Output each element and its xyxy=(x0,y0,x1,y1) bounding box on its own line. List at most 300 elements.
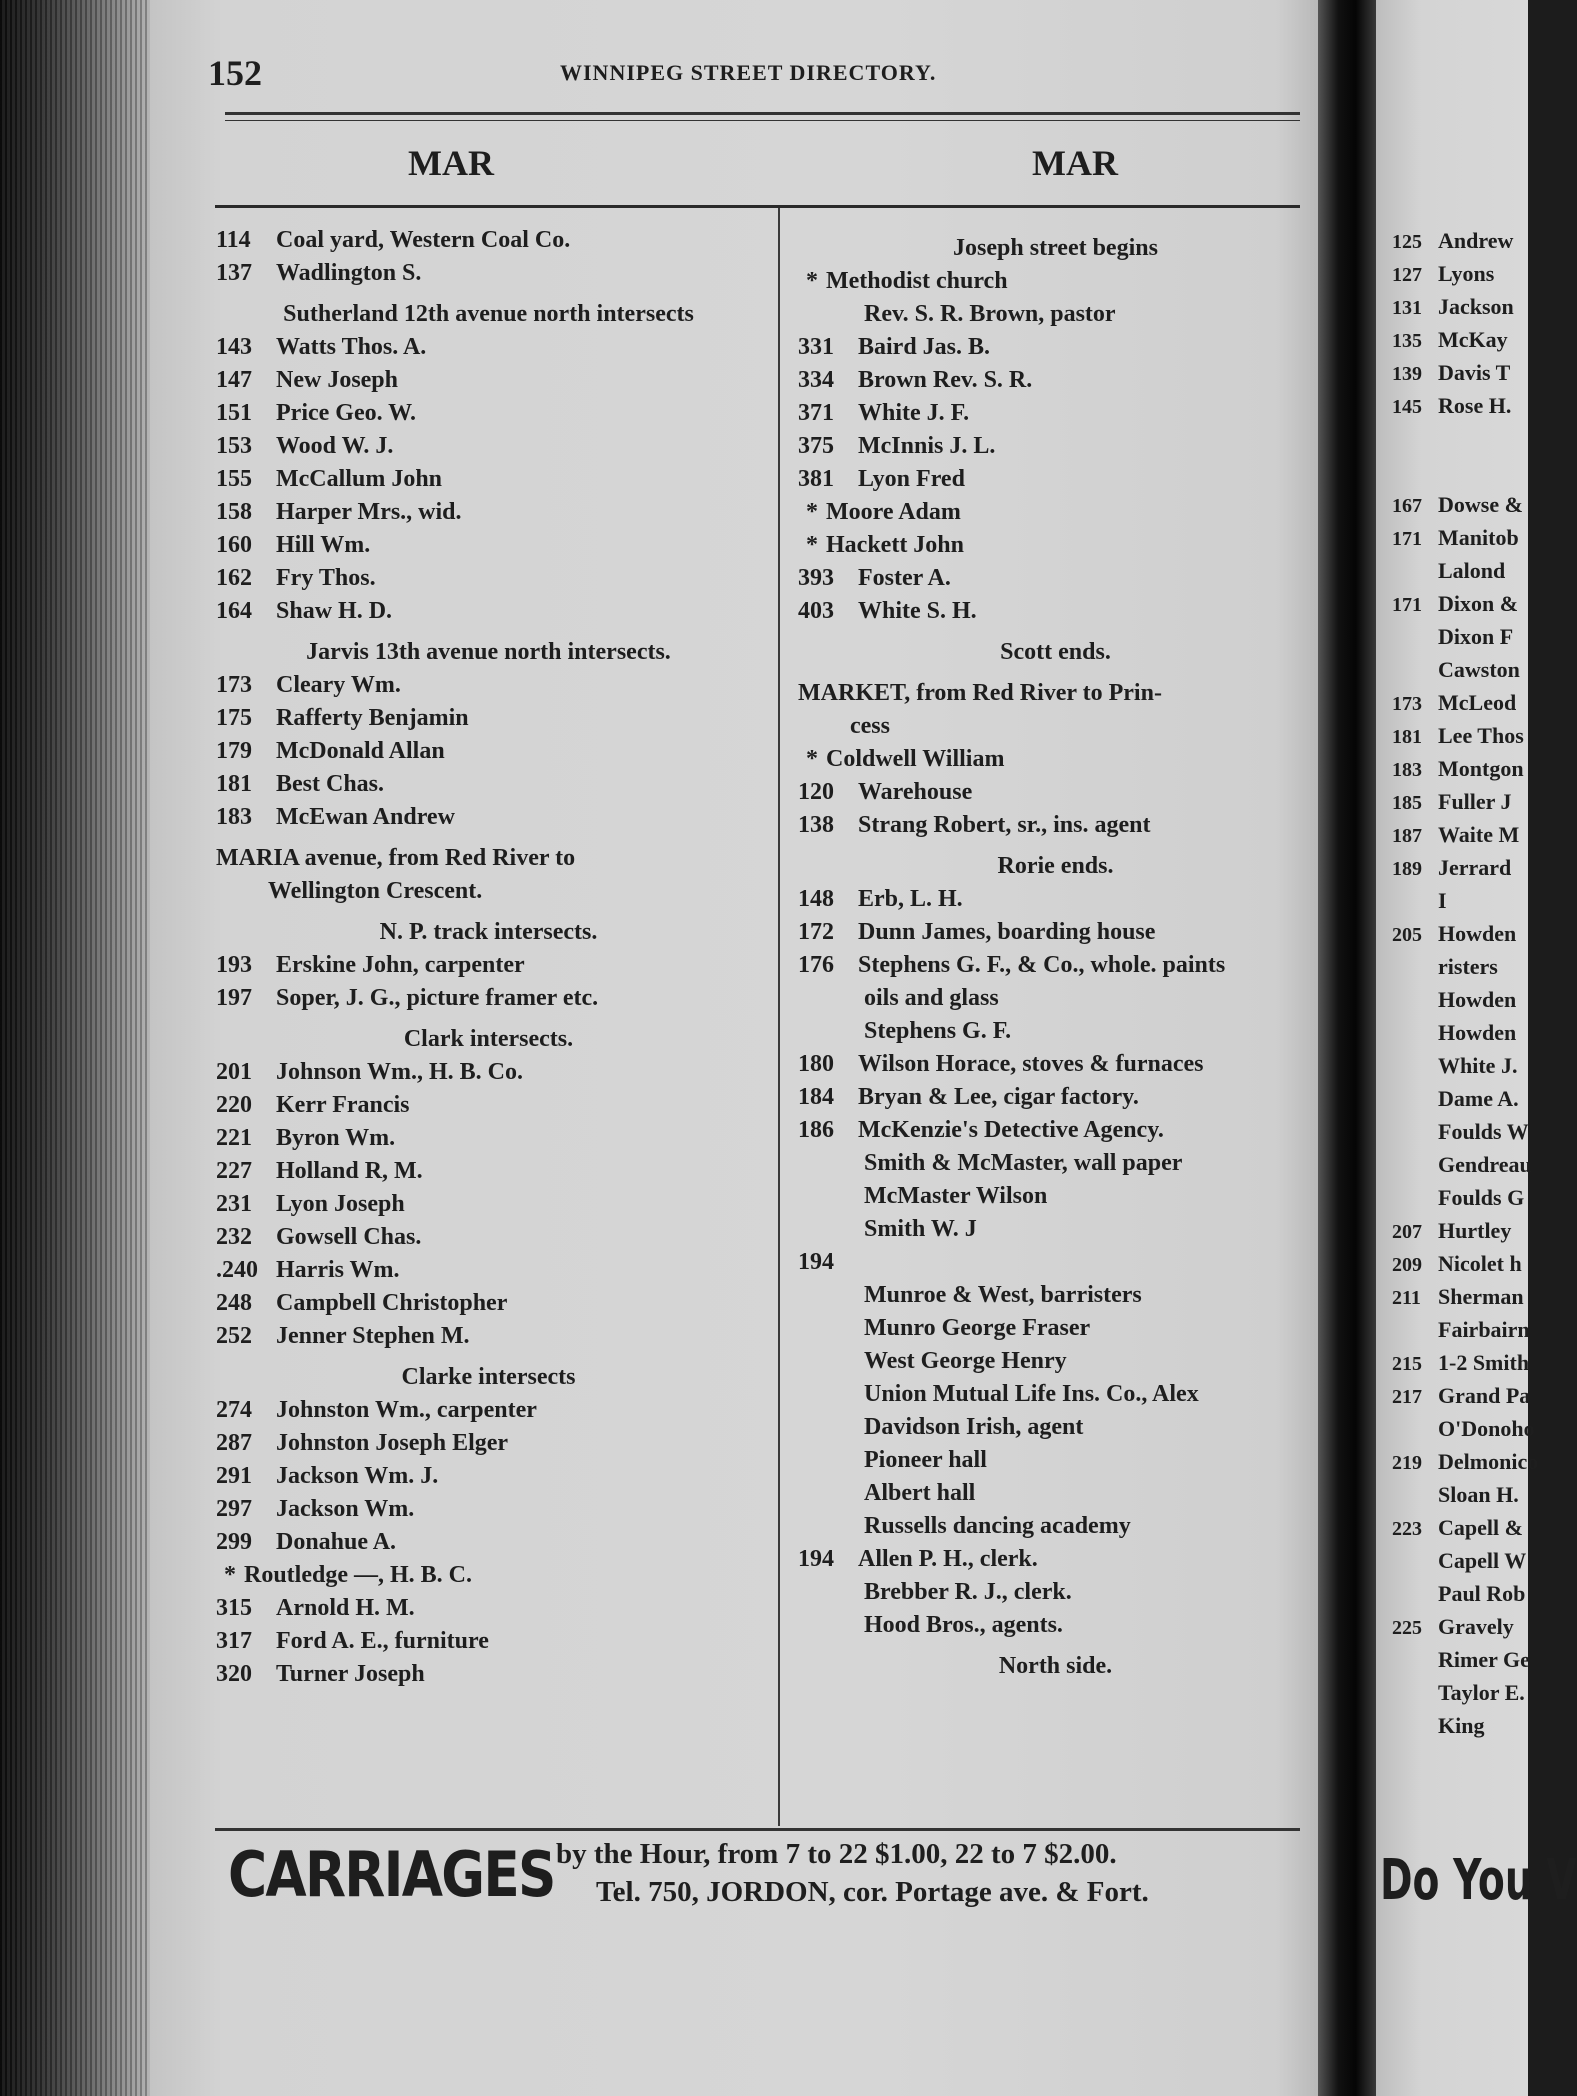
house-number: 225 xyxy=(1392,1617,1422,1639)
entry-name: Watts Thos. A. xyxy=(276,334,427,360)
entry-name: Campbell Christopher xyxy=(276,1290,508,1316)
next-page-entry xyxy=(1392,686,1538,719)
entry-name: Jerrard xyxy=(1438,855,1512,880)
next-page-entry xyxy=(1392,1511,1538,1544)
house-number: 164 xyxy=(216,598,252,624)
directory-entry xyxy=(798,364,1313,397)
next-page-entry xyxy=(1392,1049,1538,1082)
directory-entry xyxy=(798,776,1313,809)
directory-entry xyxy=(216,1155,761,1188)
house-number: 183 xyxy=(216,804,252,830)
directory-entry xyxy=(798,809,1313,842)
entry-continued: McMaster Wilson xyxy=(864,1183,1048,1209)
house-number: 189 xyxy=(1392,858,1422,880)
entry-name: Turner Joseph xyxy=(276,1661,425,1687)
header-rule-thin xyxy=(225,120,1300,121)
next-page-entry xyxy=(1392,1115,1538,1148)
directory-entry xyxy=(216,397,761,430)
next-page-entry xyxy=(1392,389,1538,422)
directory-entry xyxy=(798,430,1313,463)
house-number: 186 xyxy=(798,1117,834,1143)
house-number: 181 xyxy=(1392,726,1422,748)
entry-name: Davis T xyxy=(1438,360,1511,385)
section-heading: Clark intersects. xyxy=(403,1026,574,1052)
entry-name: Cawston xyxy=(1438,657,1520,682)
directory-entry xyxy=(216,529,761,562)
house-number: 185 xyxy=(1392,792,1422,814)
house-number: 171 xyxy=(1392,594,1422,616)
house-number: 315 xyxy=(216,1595,252,1621)
house-number: 155 xyxy=(216,466,252,492)
entry-name: Bryan & Lee, cigar factory. xyxy=(858,1084,1139,1110)
entry-name: Jackson Wm. J. xyxy=(276,1463,439,1489)
section-heading: N. P. track intersects. xyxy=(379,919,598,945)
entry-name: Ford A. E., furniture xyxy=(276,1628,489,1654)
entry-name: Holland R, M. xyxy=(276,1158,423,1184)
directory-entry xyxy=(798,949,1313,982)
section-heading: Sutherland 12th avenue north intersects xyxy=(283,301,694,327)
directory-entry xyxy=(798,1081,1313,1114)
next-page-entry xyxy=(1392,1709,1538,1742)
next-page-entry xyxy=(1392,1280,1538,1313)
house-number: 217 xyxy=(1392,1386,1422,1408)
entry-name: Shaw H. D. xyxy=(276,598,393,624)
ad-rule xyxy=(215,1828,1300,1831)
house-number: 221 xyxy=(216,1125,252,1151)
house-number: 393 xyxy=(798,565,834,591)
entry-name: Dunn James, boarding house xyxy=(858,919,1156,945)
directory-entry xyxy=(216,1526,761,1559)
entry-name: McDonald Allan xyxy=(276,738,445,764)
directory-entry xyxy=(216,1559,761,1592)
directory-entry xyxy=(216,257,761,290)
directory-entry xyxy=(216,1625,761,1658)
entry-name: Lyon Fred xyxy=(858,466,965,492)
entry-name: New Joseph xyxy=(276,367,399,393)
house-number: .240 xyxy=(216,1257,258,1283)
entry-name: Dixon F xyxy=(1438,624,1514,649)
entry-name: Lyons xyxy=(1438,261,1495,286)
directory-entry xyxy=(216,1122,761,1155)
street-name-continued: Wellington Crescent. xyxy=(268,878,483,904)
directory-entry xyxy=(216,801,761,834)
entry-name: White J. F. xyxy=(858,400,970,426)
next-page-entry xyxy=(1392,257,1538,290)
directory-entry xyxy=(798,463,1313,496)
left-column xyxy=(216,224,761,1691)
entry-continued: Russells dancing academy xyxy=(864,1513,1131,1539)
entry-continued: Albert hall xyxy=(864,1480,976,1506)
section-heading: Rorie ends. xyxy=(997,853,1114,879)
next-page-entry xyxy=(1392,1214,1538,1247)
next-page-ad: Do You V xyxy=(1380,1848,1577,1913)
next-page-entry xyxy=(1392,983,1538,1016)
house-number: 297 xyxy=(216,1496,252,1522)
entry-name: Warehouse xyxy=(858,779,973,805)
next-page-entry xyxy=(1392,1346,1538,1379)
book-spine xyxy=(0,0,150,2096)
house-number: 173 xyxy=(216,672,252,698)
next-page-entry xyxy=(1392,1412,1538,1445)
entry-continued: Pioneer hall xyxy=(864,1447,987,1473)
entry-continued: oils and glass xyxy=(864,985,999,1011)
entry-name: Allen P. H., clerk. xyxy=(858,1546,1038,1572)
ad-line-1: by the Hour, from 7 to 22 $1.00, 22 to 7 $2.00. xyxy=(556,1838,1117,1870)
entry-name: Johnson Wm., H. B. Co. xyxy=(276,1059,523,1085)
entry-name: Foulds W xyxy=(1438,1119,1529,1144)
section-heading: Clarke intersects xyxy=(401,1364,576,1390)
next-page-entry xyxy=(1392,1577,1538,1610)
entry-name: Gendreau xyxy=(1438,1152,1532,1177)
entry-name: Rafferty Benjamin xyxy=(276,705,469,731)
entry-name: Lalond xyxy=(1438,558,1506,583)
entry-name: Kerr Francis xyxy=(276,1092,410,1118)
next-page-entry xyxy=(1392,1643,1538,1676)
next-page-entry xyxy=(1392,785,1538,818)
next-page-entry xyxy=(1392,1676,1538,1709)
entry-name: Fry Thos. xyxy=(276,565,376,591)
house-number: 138 xyxy=(798,812,834,838)
house-number: 291 xyxy=(216,1463,252,1489)
house-number: 139 xyxy=(1392,363,1422,385)
entry-name: Brown Rev. S. R. xyxy=(858,367,1033,393)
entry-name: Delmonico xyxy=(1438,1449,1539,1474)
running-title: WINNIPEG STREET DIRECTORY. xyxy=(560,60,937,85)
section-heading: Scott ends. xyxy=(1000,639,1111,665)
directory-entry xyxy=(798,496,1313,529)
asterisk-marker: * xyxy=(806,532,818,558)
entry-name: White S. H. xyxy=(858,598,977,624)
house-number: 183 xyxy=(1392,759,1422,781)
next-page-column xyxy=(1392,224,1538,1742)
entry-name: Harper Mrs., wid. xyxy=(276,499,462,525)
entry-name: Taylor E. xyxy=(1438,1680,1525,1705)
section-heading: Joseph street begins xyxy=(953,235,1158,261)
house-number: 145 xyxy=(1392,396,1422,418)
entry-name: Howden xyxy=(1438,921,1517,946)
right-column xyxy=(798,224,1313,1683)
next-page-entry xyxy=(1392,1181,1538,1214)
house-number: 143 xyxy=(216,334,252,360)
entry-name: Price Geo. W. xyxy=(276,400,416,426)
entry-name: Moore Adam xyxy=(826,499,961,525)
next-page-entry xyxy=(1392,719,1538,752)
house-number: 172 xyxy=(798,919,834,945)
house-number: 232 xyxy=(216,1224,252,1250)
house-number: 171 xyxy=(1392,528,1422,550)
next-page-entry xyxy=(1392,1313,1538,1346)
house-number: 209 xyxy=(1392,1254,1422,1276)
directory-entry xyxy=(216,1427,761,1460)
entry-name: Howden xyxy=(1438,1020,1517,1045)
house-number: 181 xyxy=(216,771,252,797)
house-number: 158 xyxy=(216,499,252,525)
house-number: 205 xyxy=(1392,924,1422,946)
entry-name: Baird Jas. B. xyxy=(858,334,991,360)
directory-entry xyxy=(216,1658,761,1691)
entry-name: Harris Wm. xyxy=(276,1257,400,1283)
house-number: 125 xyxy=(1392,231,1422,253)
entry-name: Hill Wm. xyxy=(276,532,371,558)
house-number: 248 xyxy=(216,1290,252,1316)
directory-entry xyxy=(798,595,1313,628)
entry-name: Soper, J. G., picture framer etc. xyxy=(276,985,599,1011)
entry-name: Sherman xyxy=(1438,1284,1524,1309)
entry-name: I xyxy=(1438,888,1447,913)
house-number: 162 xyxy=(216,565,252,591)
directory-entry xyxy=(798,916,1313,949)
header-rule xyxy=(225,112,1300,115)
directory-entry xyxy=(798,1543,1313,1576)
asterisk-marker: * xyxy=(806,268,818,294)
entry-name: Dowse & xyxy=(1438,492,1523,517)
directory-entry xyxy=(216,496,761,529)
entry-continued: Rev. S. R. Brown, pastor xyxy=(864,301,1116,327)
next-page-entry xyxy=(1392,1247,1538,1280)
house-number: 215 xyxy=(1392,1353,1422,1375)
house-number: 176 xyxy=(798,952,834,978)
entry-name: Capell W xyxy=(1438,1548,1527,1573)
next-page-entry xyxy=(1392,851,1538,884)
directory-entry xyxy=(216,1254,761,1287)
directory-entry xyxy=(216,949,761,982)
house-number: 231 xyxy=(216,1191,252,1217)
entry-name: Johnston Wm., carpenter xyxy=(276,1397,537,1423)
entry-name: McEwan Andrew xyxy=(276,804,455,830)
directory-entry xyxy=(798,743,1313,776)
entry-name: Sloan H. xyxy=(1438,1482,1519,1507)
entry-name: Coldwell William xyxy=(826,746,1005,772)
entry-name: Nicolet h xyxy=(1438,1251,1522,1276)
house-number: 160 xyxy=(216,532,252,558)
entry-name: Donahue A. xyxy=(276,1529,397,1555)
house-number: 194 xyxy=(798,1546,834,1572)
entry-name: Wilson Horace, stoves & furnaces xyxy=(858,1051,1204,1077)
entry-name: Rose H. xyxy=(1438,393,1512,418)
directory-entry xyxy=(216,1493,761,1526)
entry-name: McInnis J. L. xyxy=(858,433,996,459)
entry-name: Waite M xyxy=(1438,822,1520,847)
directory-entry xyxy=(798,1246,1313,1279)
house-number: 197 xyxy=(216,985,252,1011)
entry-name: Capell & xyxy=(1438,1515,1523,1540)
next-page-entry xyxy=(1392,1544,1538,1577)
next-page-entry xyxy=(1392,818,1538,851)
entry-name: Jackson Wm. xyxy=(276,1496,415,1522)
entry-name: risters xyxy=(1438,954,1498,979)
house-number: 334 xyxy=(798,367,834,393)
entry-name: Wadlington S. xyxy=(276,260,422,286)
house-number: 220 xyxy=(216,1092,252,1118)
house-number: 151 xyxy=(216,400,252,426)
column-divider xyxy=(778,208,780,1826)
entry-name: Manitob xyxy=(1438,525,1519,550)
next-page-entry xyxy=(1392,1445,1538,1478)
entry-continued: Davidson Irish, agent xyxy=(864,1414,1084,1440)
entry-name: Gowsell Chas. xyxy=(276,1224,422,1250)
next-page-entry xyxy=(1392,884,1538,917)
next-page-entry xyxy=(1392,1478,1538,1511)
entry-name: Stephens G. F., & Co., whole. paints xyxy=(858,952,1226,978)
house-number: 207 xyxy=(1392,1221,1422,1243)
directory-entry xyxy=(798,883,1313,916)
next-page-entry xyxy=(1392,356,1538,389)
next-page-entry xyxy=(1392,1016,1538,1049)
house-number: 153 xyxy=(216,433,252,459)
column-rule xyxy=(215,205,1300,208)
directory-entry xyxy=(798,265,1313,298)
house-number: 167 xyxy=(1392,495,1422,517)
entry-name: Cleary Wm. xyxy=(276,672,401,698)
section-heading: Jarvis 13th avenue north intersects. xyxy=(306,639,671,665)
entry-name: Coal yard, Western Coal Co. xyxy=(276,227,571,253)
next-page-entry xyxy=(1392,521,1538,554)
next-page-entry xyxy=(1392,1082,1538,1115)
next-page-entry xyxy=(1392,488,1538,521)
house-number: 173 xyxy=(1392,693,1422,715)
directory-entry xyxy=(798,562,1313,595)
entry-name: Byron Wm. xyxy=(276,1125,396,1151)
house-number: 187 xyxy=(1392,825,1422,847)
entry-name: Howden xyxy=(1438,987,1517,1012)
house-number: 184 xyxy=(798,1084,834,1110)
entry-name: King xyxy=(1438,1713,1485,1738)
entry-continued: Smith W. J xyxy=(864,1216,977,1242)
house-number: 193 xyxy=(216,952,252,978)
entry-continued: Union Mutual Life Ins. Co., Alex xyxy=(864,1381,1199,1407)
directory-entry xyxy=(216,768,761,801)
entry-continued: West George Henry xyxy=(864,1348,1067,1374)
ad-headline: CARRIAGES xyxy=(228,1838,555,1911)
house-number: 317 xyxy=(216,1628,252,1654)
book-gutter xyxy=(1318,0,1376,2096)
directory-entry xyxy=(216,364,761,397)
directory-entry xyxy=(216,1188,761,1221)
entry-name: Dame A. xyxy=(1438,1086,1519,1111)
entry-name: Hackett John xyxy=(826,532,964,558)
entry-name: Montgon xyxy=(1438,756,1524,781)
directory-entry xyxy=(216,669,761,702)
house-number: 227 xyxy=(216,1158,252,1184)
next-page-entry xyxy=(1392,290,1538,323)
entry-name: Paul Rob xyxy=(1438,1581,1526,1606)
entry-name: White J. xyxy=(1438,1053,1518,1078)
entry-name: Jenner Stephen M. xyxy=(276,1323,470,1349)
entry-name: Jackson xyxy=(1438,294,1514,319)
directory-entry xyxy=(798,1114,1313,1147)
house-number: 331 xyxy=(798,334,834,360)
entry-name: Hurtley xyxy=(1438,1218,1512,1243)
directory-entry xyxy=(216,562,761,595)
entry-name: Methodist church xyxy=(826,268,1008,294)
entry-name: Lee Thos xyxy=(1438,723,1524,748)
entry-name: McKenzie's Detective Agency. xyxy=(858,1117,1164,1143)
next-page-entry xyxy=(1392,224,1538,257)
directory-entry xyxy=(216,1056,761,1089)
next-page-entry xyxy=(1392,917,1538,950)
directory-entry xyxy=(216,1287,761,1320)
next-page-entry xyxy=(1392,1379,1538,1412)
entry-continued: Stephens G. F. xyxy=(864,1018,1012,1044)
entry-name: McCallum John xyxy=(276,466,443,492)
entry-name: Lyon Joseph xyxy=(276,1191,405,1217)
entry-name: Arnold H. M. xyxy=(276,1595,415,1621)
entry-name: Routledge —, H. B. C. xyxy=(244,1562,472,1588)
entry-name: Fairbairn xyxy=(1438,1317,1530,1342)
house-number: 211 xyxy=(1392,1287,1421,1309)
house-number: 381 xyxy=(798,466,834,492)
entry-name: Fuller J xyxy=(1438,789,1512,814)
house-number: 137 xyxy=(216,260,252,286)
directory-entry xyxy=(216,595,761,628)
house-number: 299 xyxy=(216,1529,252,1555)
entry-name: 1-2 Smith xyxy=(1438,1350,1530,1375)
next-page-entry xyxy=(1392,323,1538,356)
next-page-entry xyxy=(1392,653,1538,686)
page-number: 152 xyxy=(208,53,262,93)
street-name-continued: cess xyxy=(850,713,890,739)
entry-name: Gravely xyxy=(1438,1614,1514,1639)
house-number: 147 xyxy=(216,367,252,393)
asterisk-marker: * xyxy=(806,746,818,772)
street-name: MARKET, from Red River to Prin- xyxy=(798,680,1162,706)
entry-continued: Munro George Fraser xyxy=(864,1315,1091,1341)
directory-entry xyxy=(798,529,1313,562)
entry-name: O'Donoho xyxy=(1438,1416,1535,1441)
house-number: 375 xyxy=(798,433,834,459)
entry-name: Erskine John, carpenter xyxy=(276,952,525,978)
ad-line-2: Tel. 750, JORDON, cor. Portage ave. & Fort. xyxy=(596,1876,1149,1908)
house-number: 175 xyxy=(216,705,252,731)
next-page-entry xyxy=(1392,554,1538,587)
right-column-head: MAR xyxy=(1032,143,1118,183)
directory-entry xyxy=(216,1320,761,1353)
directory-entry xyxy=(216,224,761,257)
asterisk-marker: * xyxy=(806,499,818,525)
house-number: 148 xyxy=(798,886,834,912)
next-page-entry xyxy=(1392,950,1538,983)
house-number: 223 xyxy=(1392,1518,1422,1540)
entry-continued: Munroe & West, barristers xyxy=(864,1282,1142,1308)
house-number: 114 xyxy=(216,227,251,253)
section-heading: North side. xyxy=(998,1653,1113,1679)
house-number: 180 xyxy=(798,1051,834,1077)
directory-entry xyxy=(216,982,761,1015)
house-number: 252 xyxy=(216,1323,252,1349)
house-number: 274 xyxy=(216,1397,252,1423)
house-number: 371 xyxy=(798,400,834,426)
house-number: 201 xyxy=(216,1059,252,1085)
next-page-entry xyxy=(1392,752,1538,785)
directory-entry xyxy=(798,397,1313,430)
entry-name: Johnston Joseph Elger xyxy=(276,1430,509,1456)
entry-continued: Brebber R. J., clerk. xyxy=(864,1579,1072,1605)
entry-name: Wood W. J. xyxy=(276,433,394,459)
directory-entry xyxy=(216,1394,761,1427)
entry-name: Foulds G xyxy=(1438,1185,1525,1210)
entry-name: McLeod xyxy=(1438,690,1517,715)
next-page-entry xyxy=(1392,455,1538,488)
entry-name: Andrew xyxy=(1438,228,1514,253)
asterisk-marker: * xyxy=(224,1562,236,1588)
next-page-entry xyxy=(1392,1148,1538,1181)
house-number: 320 xyxy=(216,1661,252,1687)
house-number: 287 xyxy=(216,1430,252,1456)
house-number: 131 xyxy=(1392,297,1422,319)
directory-entry xyxy=(216,1221,761,1254)
entry-name: Erb, L. H. xyxy=(858,886,963,912)
directory-entry xyxy=(216,1592,761,1625)
